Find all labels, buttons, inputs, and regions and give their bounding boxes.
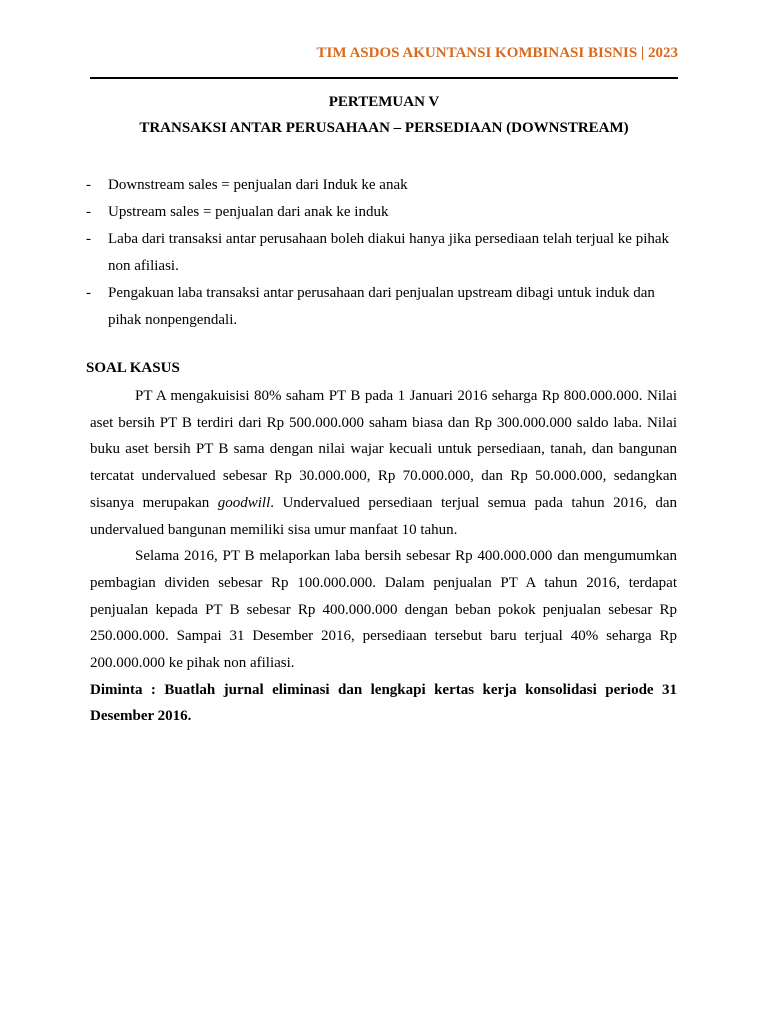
- bullet-dash: -: [86, 177, 91, 193]
- key-points-list: [86, 172, 676, 334]
- list-item: [86, 226, 676, 280]
- bullet-dash: -: [86, 231, 91, 247]
- case-heading: SOAL KASUS: [86, 360, 180, 376]
- list-item-text: Laba dari transaksi antar perusahaan boleh diakui hanya jika persediaan telah terjual ke pihak non afiliasi.: [108, 231, 670, 274]
- required-task: Diminta : Buatlah jurnal eliminasi dan lengkapi kertas kerja konsolidasi periode 31 Desember 2016.: [90, 681, 677, 725]
- goodwill-term: goodwill: [217, 494, 271, 511]
- list-item-text: Upstream sales = penjualan dari anak ke induk: [108, 204, 389, 220]
- bullet-dash: -: [86, 285, 91, 301]
- case-paragraph-1: [90, 383, 677, 543]
- case-paragraph-2: Selama 2016, PT B melaporkan laba bersih sebesar Rp 400.000.000 dan mengumumkan pembagian dividen sebesar Rp 100.000.000. Dalam penjualan PT A tahun 2016, terdapat penjualan kepada PT B sebesar Rp 400.000.000 dengan beban pokok penjualan sebesar Rp 250.000.000. Sampai 31 Desember 2016, persediaan tersebut baru terjual 40% seharga Rp 200.000.000 ke pihak non afiliasi.: [90, 548, 677, 672]
- paragraph-text: PT A mengakuisisi 80% saham PT B pada 1 Januari 2016 seharga Rp 800.000.000. Nilai aset bersih PT B terdiri dari Rp 500.000.000 saham biasa dan Rp 300.000.000 saldo laba. Nilai buku aset bersih PT B sama dengan nilai wajar kecuali untuk persediaan, tanah, dan bangunan tercatat undervalued sebesar Rp 30.000.000, Rp 70.000.000, dan Rp 50.000.000, sedangkan sisanya merupakan: [90, 388, 677, 511]
- list-item: [86, 172, 676, 199]
- list-item: [86, 199, 676, 226]
- list-item: [86, 280, 676, 334]
- header-divider: [90, 77, 678, 79]
- meeting-title: PERTEMUAN V: [328, 94, 440, 110]
- bullet-dash: -: [86, 204, 91, 220]
- document-header-title: TIM ASDOS AKUNTANSI KOMBINASI BISNIS | 2023: [316, 45, 678, 61]
- paragraph-text: . Undervalued persediaan terjual semua pada tahun 2016, dan undervalued bangunan memiliki sisa umur manfaat 10 tahun.: [90, 494, 678, 538]
- case-body: [90, 383, 677, 730]
- topic-title: TRANSAKSI ANTAR PERUSAHAAN – PERSEDIAAN (DOWNSTREAM): [139, 120, 629, 136]
- list-item-text: Pengakuan laba transaksi antar perusahaan dari penjualan upstream dibagi untuk induk dan pihak nonpengendali.: [108, 285, 655, 328]
- list-item-text: Downstream sales = penjualan dari Induk ke anak: [108, 177, 408, 193]
